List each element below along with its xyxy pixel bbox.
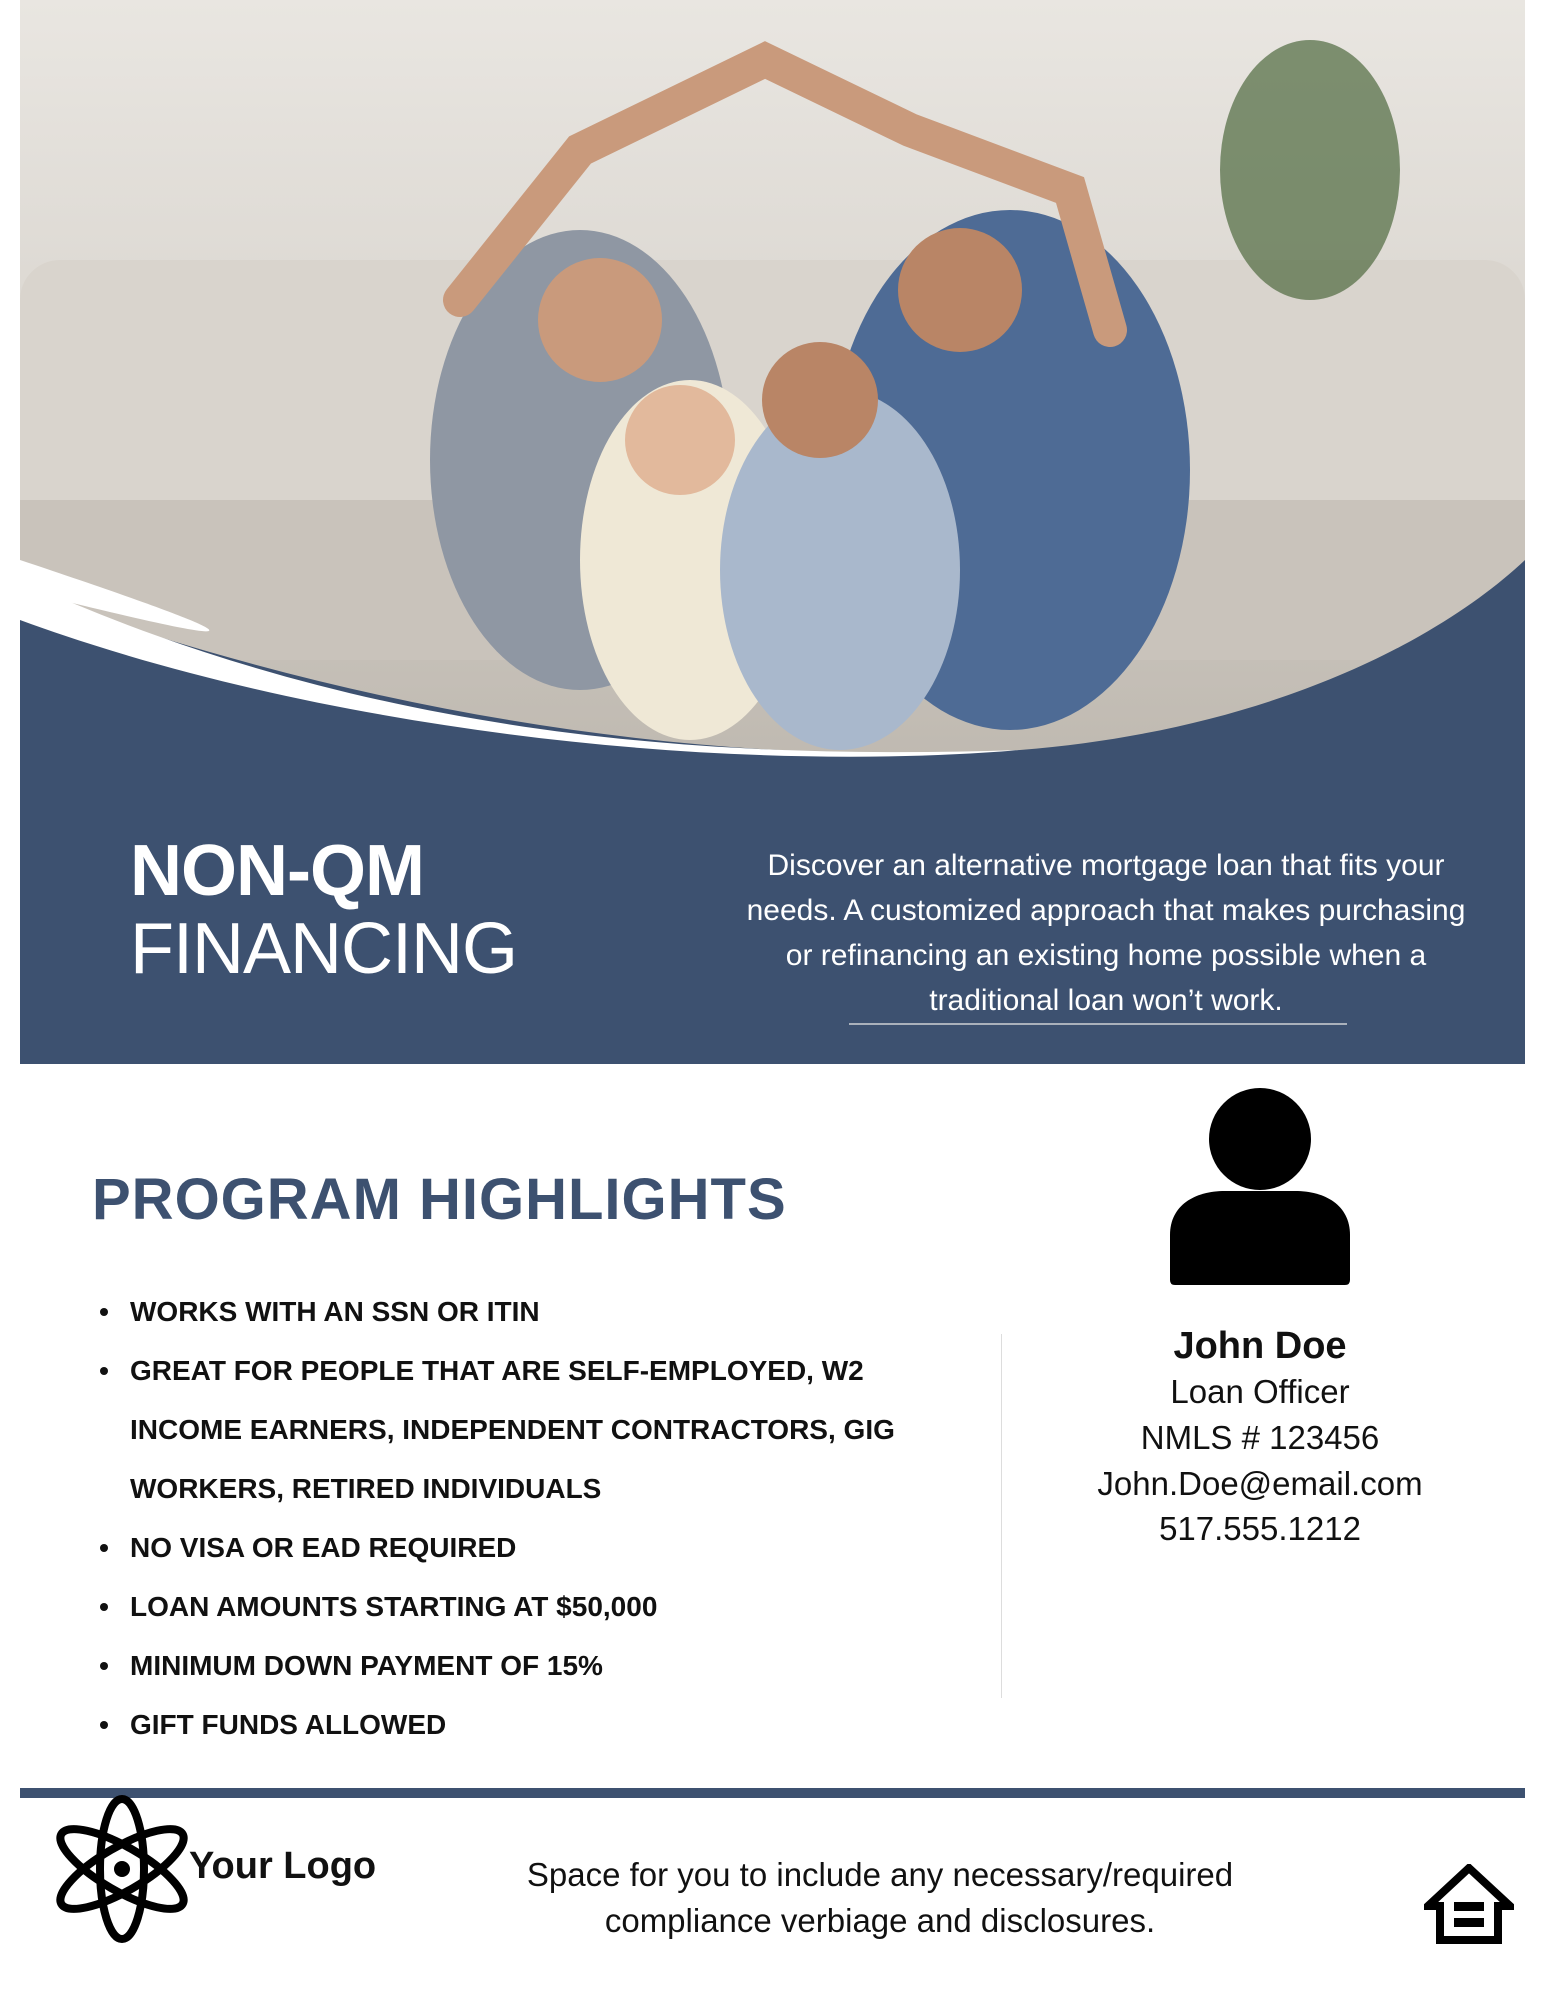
vertical-divider xyxy=(1001,1334,1002,1698)
contact-phone[interactable]: 517.555.1212 xyxy=(1159,1510,1361,1547)
highlight-item: GREAT FOR PEOPLE THAT ARE SELF-EMPLOYED, W2 INCOME EARNERS, INDEPENDENT CONTRACTORS, GIG WORKERS, RETIRED INDIVIDUALS xyxy=(100,1341,920,1518)
equal-housing-icon xyxy=(1424,1864,1514,1944)
contact-nmls: NMLS # 123456 xyxy=(1140,1419,1380,1456)
avatar-person-icon xyxy=(1165,1085,1355,1285)
contact-email[interactable]: John.Doe@email.com xyxy=(1097,1465,1423,1502)
highlight-item: WORKS WITH AN SSN OR ITIN xyxy=(100,1282,1000,1341)
highlights-heading: PROGRAM HIGHLIGHTS xyxy=(92,1167,787,1232)
highlight-item: NO VISA OR EAD REQUIRED xyxy=(100,1518,1000,1577)
highlight-item: MINIMUM DOWN PAYMENT OF 15% xyxy=(100,1636,1000,1695)
intro-underline-divider xyxy=(849,1023,1347,1025)
compliance-text: Space for you to include any necessary/required compliance verbiage and disclosures. xyxy=(526,1856,1234,1939)
highlight-item: GIFT FUNDS ALLOWED xyxy=(100,1695,1000,1754)
highlights-list xyxy=(100,1282,1000,1754)
contact-role: Loan Officer xyxy=(1170,1373,1350,1410)
hero-intro-text: Discover an alternative mortgage loan that fits your needs. A customized approach that makes purchasing or refinancing an existing home possible when a traditional loan won’t work. xyxy=(746,849,1466,1017)
hero-title-line1: NON-QM xyxy=(130,831,424,911)
highlight-item: LOAN AMOUNTS STARTING AT $50,000 xyxy=(100,1577,1000,1636)
footer-divider-bar xyxy=(20,1788,1525,1798)
contact-name: John Doe xyxy=(1173,1325,1347,1367)
atom-logo-icon xyxy=(54,1794,190,1944)
logo-text: Your Logo xyxy=(189,1845,377,1887)
hero-title-line2: FINANCING xyxy=(130,909,517,989)
